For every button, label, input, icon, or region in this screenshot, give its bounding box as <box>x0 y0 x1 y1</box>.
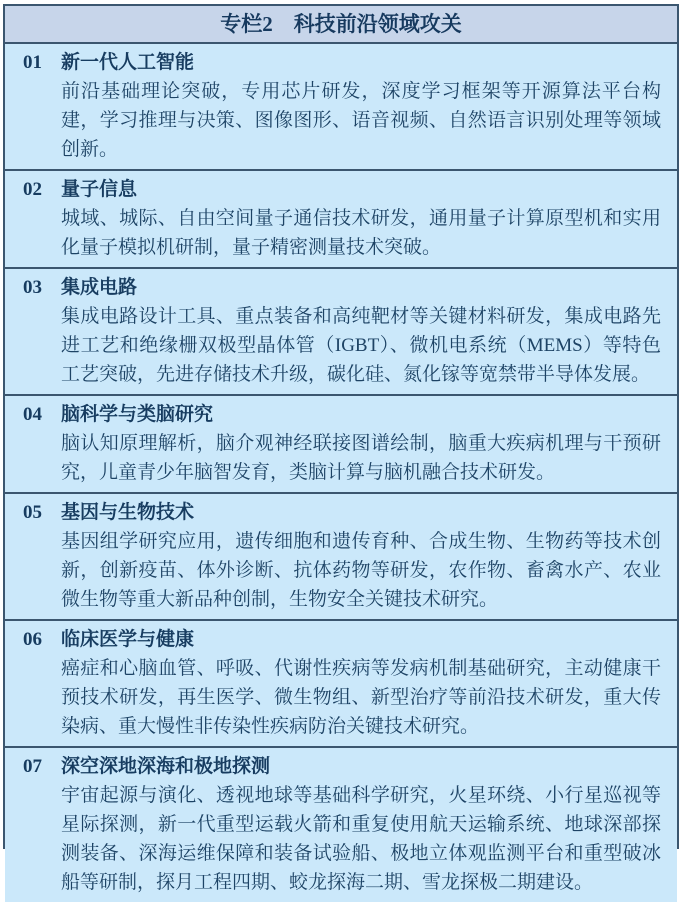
section-number: 07 <box>23 756 42 777</box>
section-number: 05 <box>23 502 42 523</box>
section-body: 脑认知原理解析，脑介观神经联接图谱绘制，脑重大疾病机理与干预研究，儿童青少年脑智发育，类脑计算与脑机融合技术研发。 <box>61 433 661 483</box>
section-row-06 <box>5 621 677 748</box>
feature-box <box>3 4 679 893</box>
section-body: 城域、城际、自由空间量子通信技术研发，通用量子计算原型机和实用化量子模拟机研制，量子精密测量技术突破。 <box>61 208 661 258</box>
section-number: 03 <box>23 277 42 298</box>
section-row-05 <box>5 494 677 621</box>
section-title: 临床医学与健康 <box>61 629 195 650</box>
section-heading <box>23 625 661 654</box>
section-title: 量子信息 <box>61 179 138 200</box>
section-row-03 <box>5 269 677 396</box>
section-heading <box>23 498 661 527</box>
section-body: 集成电路设计工具、重点装备和高纯靶材等关键材料研发，集成电路先进工艺和绝缘栅双极型晶体管（IGBT）、微机电系统（MEMS）等特色工艺突破，先进存储技术升级，碳化硅、氮化镓等宽禁带半导体发展。 <box>61 306 661 385</box>
box-title: 专栏2 科技前沿领域攻关 <box>5 6 677 44</box>
section-number: 01 <box>23 52 42 73</box>
section-heading <box>23 400 661 429</box>
section-row-07 <box>5 748 677 902</box>
section-body: 基因组学研究应用，遗传细胞和遗传育种、合成生物、生物药等技术创新，创新疫苗、体外诊断、抗体药物等研发，农作物、畜禽水产、农业微生物等重大新品种创制，生物安全关键技术研究。 <box>61 531 661 610</box>
section-title: 脑科学与类脑研究 <box>61 404 214 425</box>
section-title: 集成电路 <box>61 277 138 298</box>
section-body: 癌症和心脑血管、呼吸、代谢性疾病等发病机制基础研究，主动健康干预技术研发，再生医学、微生物组、新型治疗等前沿技术研发，重大传染病、重大慢性非传染性疾病防治关键技术研究。 <box>61 658 661 737</box>
section-number: 04 <box>23 404 42 425</box>
section-title: 深空深地深海和极地探测 <box>61 756 271 777</box>
section-body: 前沿基础理论突破，专用芯片研发，深度学习框架等开源算法平台构建，学习推理与决策、图像图形、语音视频、自然语言识别处理等领域创新。 <box>61 81 661 160</box>
section-heading <box>23 175 661 204</box>
section-heading <box>23 752 661 781</box>
section-row-04 <box>5 396 677 494</box>
section-heading <box>23 48 661 77</box>
section-title: 新一代人工智能 <box>61 52 195 73</box>
section-row-02 <box>5 171 677 269</box>
section-list <box>5 44 677 902</box>
section-number: 06 <box>23 629 42 650</box>
section-row-01 <box>5 44 677 171</box>
section-heading <box>23 273 661 302</box>
section-body: 宇宙起源与演化、透视地球等基础科学研究，火星环绕、小行星巡视等星际探测，新一代重型运载火箭和重复使用航天运输系统、地球深部探测装备、深海运维保障和装备试验船、极地立体观监测平台和重型破冰船等研制，探月工程四期、蛟龙探海二期、雪龙探极二期建设。 <box>61 785 661 893</box>
section-title: 基因与生物技术 <box>61 502 195 523</box>
section-number: 02 <box>23 179 42 200</box>
